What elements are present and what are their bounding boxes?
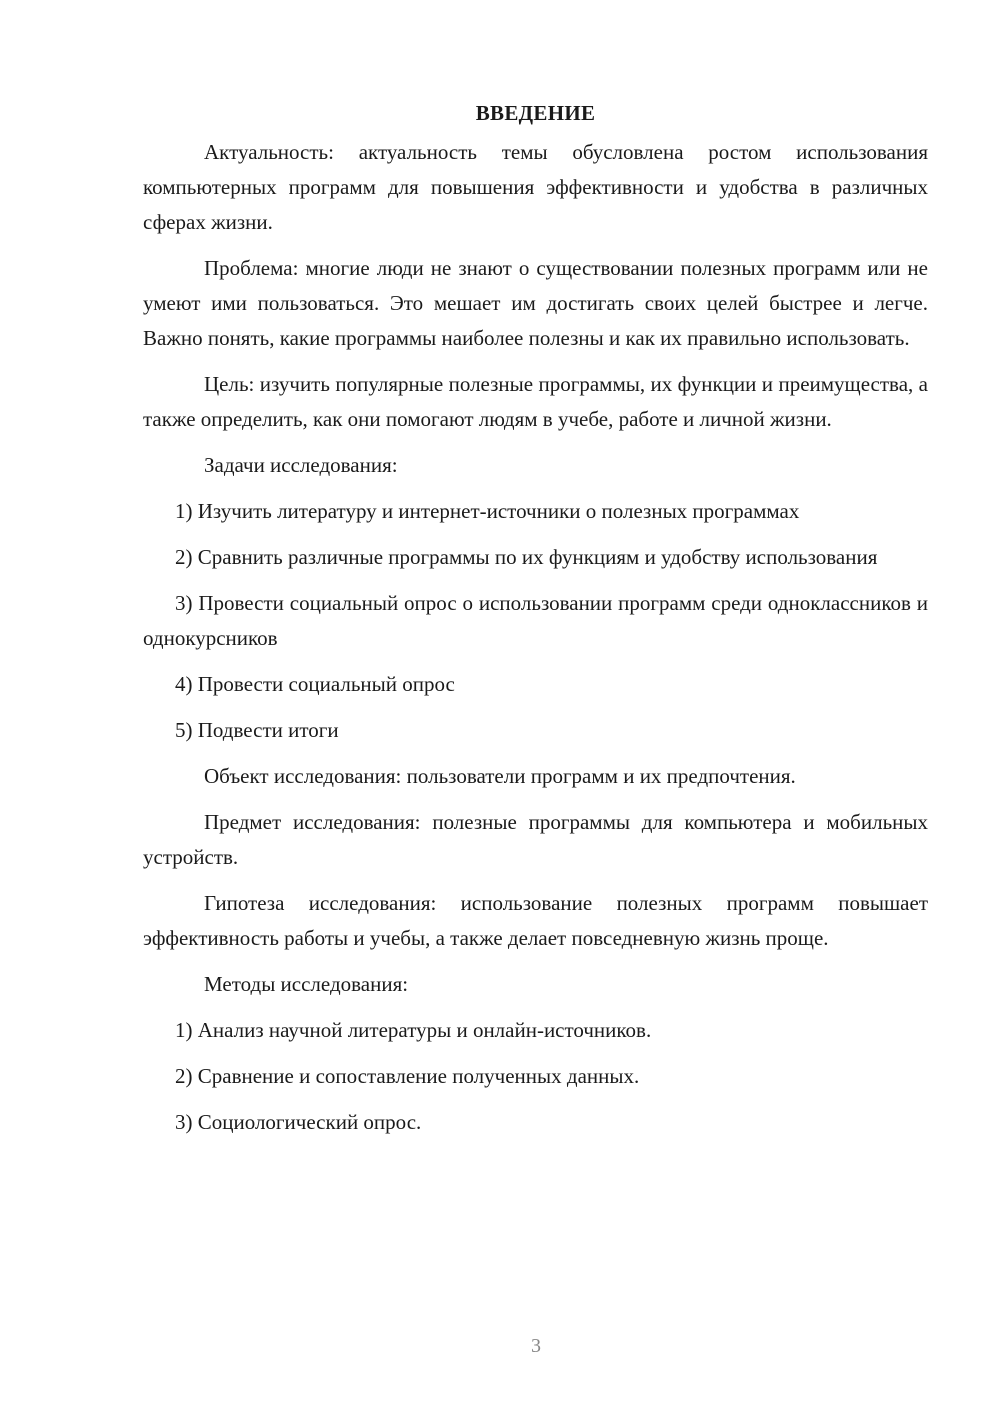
list-item-method-2: 2) Сравнение и сопоставление полученных данных. (175, 1064, 640, 1088)
list-item-task-1: 1) Изучить литературу и интернет-источники о полезных программах (175, 499, 800, 523)
paragraph-methods-heading: Методы исследования: (204, 972, 409, 996)
list-item-method-1: 1) Анализ научной литературы и онлайн-источников. (175, 1018, 652, 1042)
list-item-task-3: 3) Провести социальный опрос о использовании программ среди одноклассников и однокурсников (143, 591, 928, 650)
paragraph-object: Объект исследования: пользователи программ и их предпочтения. (204, 764, 796, 788)
paragraph-tasks-heading: Задачи исследования: (204, 453, 398, 477)
document-page (143, 96, 928, 1151)
paragraph-hypothesis: Гипотеза исследования: использование полезных программ повышает эффективность работы и учебы, а также делает повседневную жизнь проще. (143, 891, 928, 950)
paragraph-relevance: Актуальность: актуальность темы обусловлена ростом использования компьютерных программ для повышения эффективности и удобства в различных сферах жизни. (143, 140, 928, 234)
list-item-task-5: 5) Подвести итоги (175, 718, 339, 742)
paragraph-subject: Предмет исследования: полезные программы для компьютера и мобильных устройств. (143, 810, 928, 869)
page-number: 3 (531, 1335, 541, 1357)
list-item-task-4: 4) Провести социальный опрос (175, 672, 455, 696)
paragraph-problem: Проблема: многие люди не знают о существовании полезных программ или не умеют ими пользоваться. Это мешает им достигать своих целей быстрее и легче. Важно понять, какие программы наиболее полезны и как их правильно использовать. (143, 256, 928, 350)
list-item-method-3: 3) Социологический опрос. (175, 1110, 422, 1134)
paragraph-goal: Цель: изучить популярные полезные программы, их функции и преимущества, а также определить, как они помогают людям в учебе, работе и личной жизни. (143, 372, 928, 431)
list-item-task-2: 2) Сравнить различные программы по их функциям и удобству использования (175, 545, 878, 569)
section-title: ВВЕДЕНИЕ (475, 101, 596, 125)
